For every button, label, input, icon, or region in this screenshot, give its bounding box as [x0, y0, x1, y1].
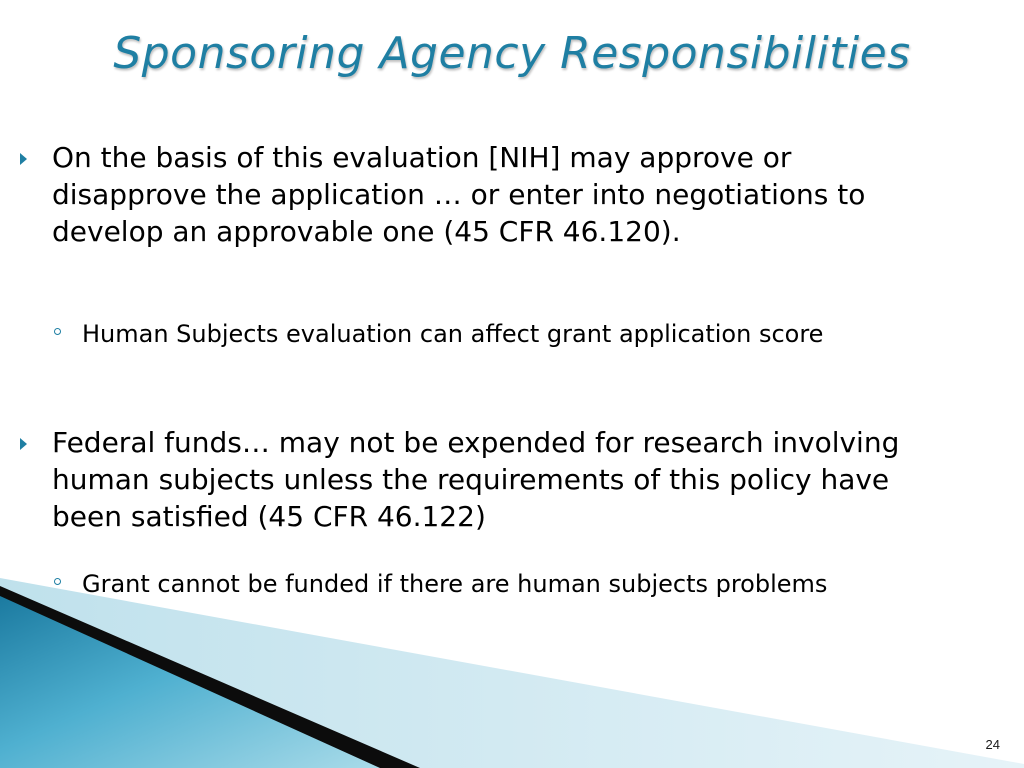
sub-bullet-text: Grant cannot be funded if there are human subjects problems [82, 570, 828, 598]
sub-bullet-item [82, 316, 882, 352]
circle-bullet-icon [54, 328, 61, 335]
bullet-item [52, 424, 912, 535]
sub-bullet-text: Human Subjects evaluation can affect grant application score [82, 320, 824, 348]
bullet-text: On the basis of this evaluation [NIH] may approve or disapprove the application … or enter into negotiations to develop an approvable one (45 CFR 46.120). [52, 141, 866, 248]
slide-title: Sponsoring Agency Responsibilities [113, 28, 911, 79]
bullet-item [52, 139, 912, 250]
decorative-swoosh [0, 568, 1024, 768]
page-number: 24 [985, 737, 1000, 752]
bullet-text: Federal funds… may not be expended for research involving human subjects unless the requirements of this policy have been satisfied (45 CFR 46.122) [52, 426, 900, 533]
triangle-bullet-icon [20, 438, 27, 450]
triangle-bullet-icon [20, 153, 27, 165]
